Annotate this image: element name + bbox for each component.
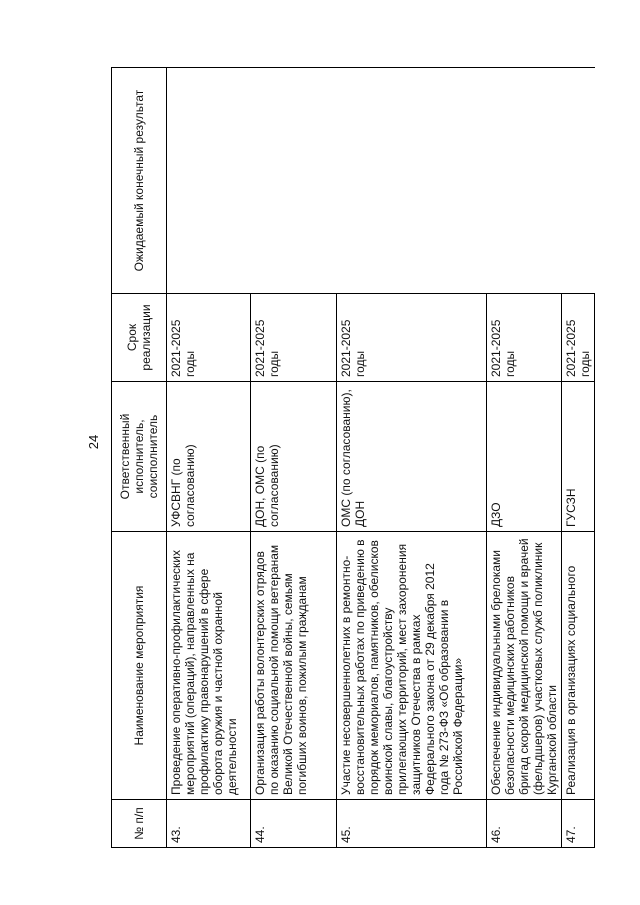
rotated-table-container — [111, 68, 592, 848]
row-term: 2021-2025 годы — [487, 294, 562, 382]
row-num: 44. — [251, 800, 337, 848]
header-num: № п/п — [112, 800, 167, 848]
page-number: 24 — [86, 434, 101, 450]
row-responsible: ОМС (по согласованию), ДОН — [337, 382, 487, 532]
row-num: 43. — [167, 800, 251, 848]
header-name: Наименование мероприятия — [112, 532, 167, 800]
row-responsible: УФСВНГ (по согласованию) — [167, 382, 251, 532]
row-name: Организация работы волонтерских отрядов по оказанию социальной помощи ветеранам Великой Отечественной войны, семьям погибших воинов, пожилым гражданам — [251, 532, 337, 800]
header-responsible: Ответственный исполнитель, соисполнитель — [112, 382, 167, 532]
row-name: Участие несовершеннолетних в ремонтно-восстановительных работах по приведению в порядок мемориалов, памятников, обелисков воинской славы, благоустройству прилегающих территорий, мест захоронения защитников Отечества в рамках Федерального закона от 29 декабря 2012 года № 273-ФЗ «Об образовании в Российской Федерации» — [337, 532, 487, 800]
row-term: 2021-2025 годы — [167, 294, 251, 382]
row-name: Проведение оперативно-профилактических мероприятий (операций), направленных на профилактику правонарушений в сфере оборота оружия и частной охранной деятельности — [167, 532, 251, 800]
row-name: Реализация в организациях социального — [562, 532, 595, 800]
row-term: 2021-2025 годы — [337, 294, 487, 382]
row-num: 45. — [337, 800, 487, 848]
measures-table — [111, 67, 595, 848]
header-result: Ожидаемый конечный результат — [112, 68, 167, 294]
row-result — [167, 68, 595, 294]
row-term: 2021-2025 годы — [562, 294, 595, 382]
row-responsible: ГУСЗН — [562, 382, 595, 532]
row-responsible: ДЗО — [487, 382, 562, 532]
header-term: Срок реализации — [112, 294, 167, 382]
row-term: 2021-2025 годы — [251, 294, 337, 382]
table-header-row — [112, 68, 167, 848]
row-responsible: ДОН, ОМС (по согласованию) — [251, 382, 337, 532]
row-num: 46. — [487, 800, 562, 848]
table-row — [167, 68, 251, 848]
row-name: Обеспечение индивидуальными брелоками безопасности медицинских работников бригад скорой медицинской помощи и врачей (фельдшеров) участковых служб поликлиник Курганской области — [487, 532, 562, 800]
row-num: 47. — [562, 800, 595, 848]
